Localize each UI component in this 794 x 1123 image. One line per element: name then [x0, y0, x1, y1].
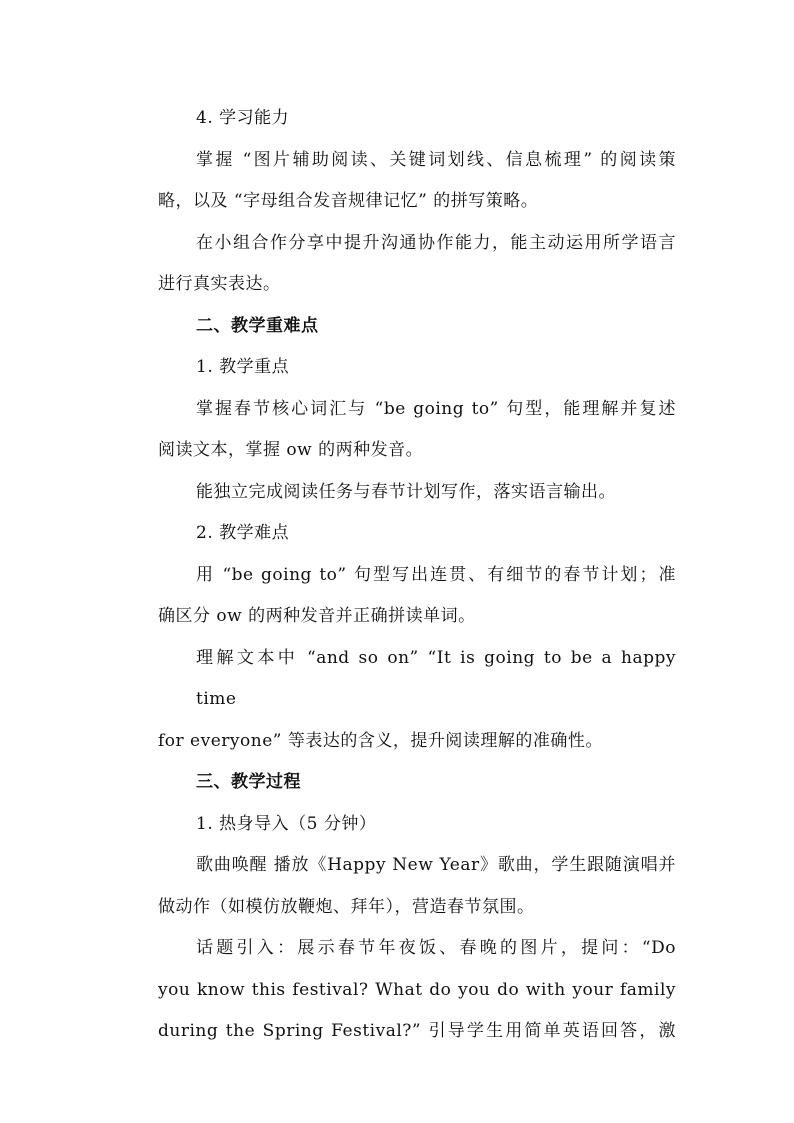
paragraph-line: 略，以及 “字母组合发音规律记忆” 的拼写策略。: [158, 191, 539, 211]
paragraph-line: 话题引入：展示春节年夜饭、春晚的图片，提问：“Do: [196, 938, 676, 958]
section-heading-key-difficult-points: 二、教学重难点: [196, 315, 319, 336]
paragraph-line: 理解文本中 “and so on” “It is going to be a happy time: [196, 647, 676, 709]
paragraph-line: 能独立完成阅读任务与春节计划写作，落实语言输出。: [196, 481, 616, 502]
subsection-heading-warm-up: 1. 热身导入（5 分钟）: [196, 813, 377, 834]
paragraph-line: 用 “be going to” 句型写出连贯、有细节的春节计划；准: [196, 564, 676, 585]
paragraph-line: 做动作（如模仿放鞭炮、拜年），营造春节氛围。: [158, 896, 535, 917]
paragraph-line: 掌握 “图片辅助阅读、关键词划线、信息梳理” 的阅读策: [196, 149, 676, 170]
paragraph-line: 掌握春节核心词汇与 “be going to” 句型，能理解并复述: [196, 398, 676, 419]
paragraph-line: 阅读文本，掌握 ow 的两种发音。: [158, 440, 424, 460]
paragraph-line: during the Spring Festival?” 引导学生用简单英语回答，激: [158, 1021, 676, 1041]
paragraph-line: 在小组合作分享中提升沟通协作能力，能主动运用所学语言: [196, 232, 676, 253]
paragraph-line: 歌曲唤醒 播放《Happy New Year》歌曲，学生跟随演唱并: [196, 855, 676, 875]
paragraph-line: 进行真实表达。: [158, 274, 281, 294]
section-heading-teaching-process: 三、教学过程: [196, 772, 301, 792]
subsection-heading-difficult-points: 2. 教学难点: [196, 523, 290, 543]
paragraph-line: for everyone” 等表达的含义，提升阅读理解的准确性。: [158, 730, 603, 751]
paragraph-line: 确区分 ow 的两种发音并正确拼读单词。: [158, 606, 476, 626]
paragraph-line: you know this festival? What do you do with your family: [158, 979, 676, 1000]
subsection-heading-learning-ability: 4. 学习能力: [196, 108, 290, 128]
subsection-heading-key-points: 1. 教学重点: [196, 357, 290, 377]
document-body: [158, 98, 676, 1053]
